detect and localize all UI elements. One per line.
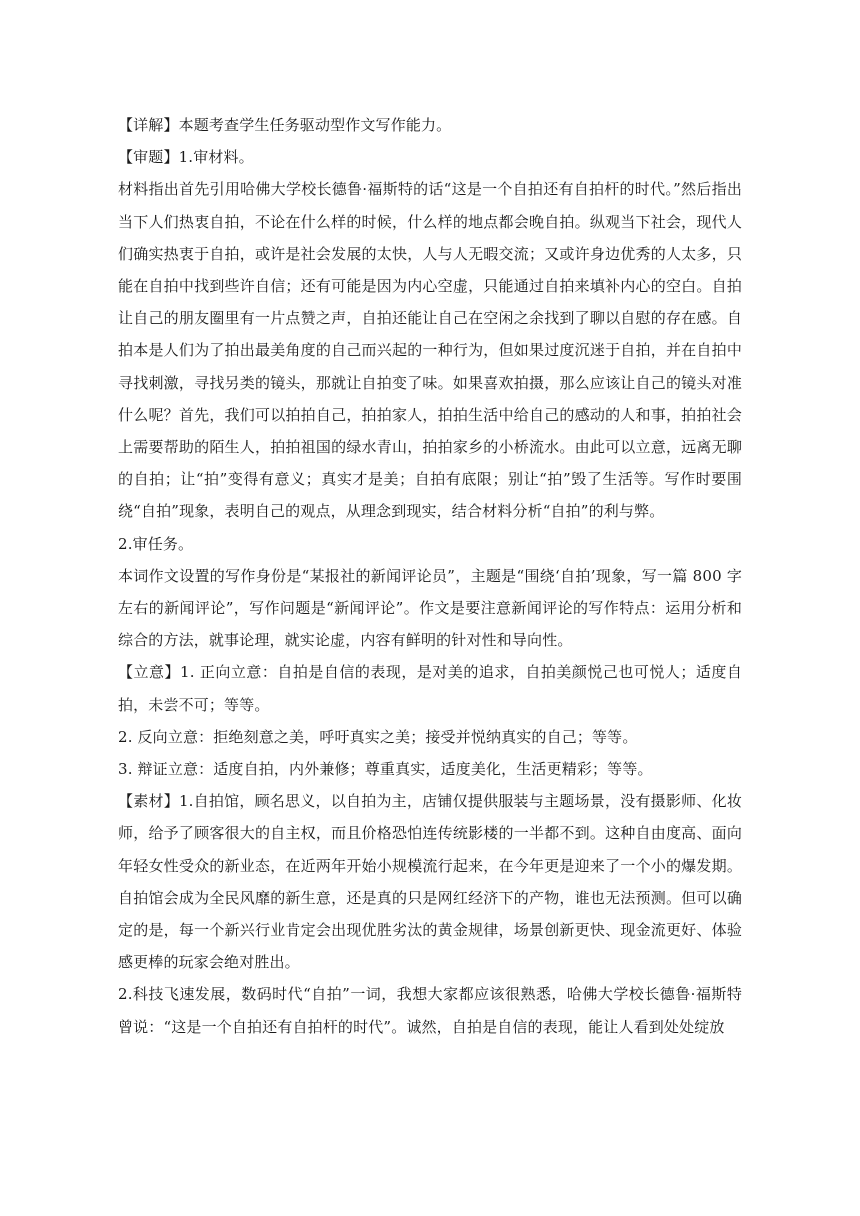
paragraph-material-2: 2.科技飞速发展，数码时代“自拍”一词，我想大家都应该很熟悉，哈佛大学校长德鲁·福斯特曾说：“这是一个自拍还有自拍杆的时代”。诚然，自拍是自信的表现，能让人看到处处绽放 — [118, 985, 742, 1036]
paragraph-thesis-dialectic: 3. 辩证立意：适度自拍，内外兼修；尊重真实，适度美化，生活更精彩；等等。 — [118, 760, 653, 779]
paragraph-material-1: 【素材】1.自拍馆，顾名思义，以自拍为主，店铺仅提供服装与主题场景，没有摄影师、化妆师，给予了顾客很大的自主权，而且价格恐怕连传统影楼的一半都不到。这种自由度高、面向年轻女性受众的新业态，在近两年开始小规模流行起来，在今年更是迎来了一个小的爆发期。自拍馆会成为全民风靡的新生意，还是真的只是网红经济下的产物，谁也无法预测。但可以确定的是，每一个新兴行业肯定会出现优胜劣汰的黄金规律，场景创新更快、现金流更好、体验感更棒的玩家会绝对胜出。 — [118, 792, 742, 972]
paragraph-material-analysis: 材料指出首先引用哈佛大学校长德鲁·福斯特的话“这是一个自拍还有自拍杆的时代。”然后指出当下人们热衷自拍，不论在什么样的时候，什么样的地点都会晚自拍。纵观当下社会，现代人们确实热衷于自拍，或许是社会发展的太快，人与人无暇交流；又或许身边优秀的人太多，只能在自拍中找到些许自信；还有可能是因为内心空虚，只能通过自拍来填补内心的空白。自拍让自己的朋友圈里有一片点赞之声，自拍还能让自己在空闲之余找到了聊以自慰的存在感。自拍本是人们为了拍出最美角度的自己而兴起的一种行为，但如果过度沉迷于自拍，并在自拍中寻找刺激，寻找另类的镜头，那就让自拍变了味。如果喜欢拍摄，那么应该让自己的镜头对准什么呢？首先，我们可以拍拍自己，拍拍家人，拍拍生活中给自己的感动的人和事，拍拍社会上需要帮助的陌生人，拍拍祖国的绿水青山，拍拍家乡的小桥流水。由此可以立意，远离无聊的自拍；让“拍”变得有意义；真实才是美；自拍有底限；别让“拍”毁了生活等。写作时要围绕“自拍”现象，表明自己的观点，从理念到现实，结合材料分析“自拍”的利与弊。 — [118, 180, 742, 521]
paragraph-thesis-negative: 2. 反向立意：拒绝刻意之美，呼吁真实之美；接受并悦纳真实的自己；等等。 — [118, 727, 638, 746]
paragraph-detail: 【详解】本题考查学生任务驱动型作文写作能力。 — [118, 116, 452, 134]
paragraph-thesis-positive: 【立意】1. 正向立意：自拍是自信的表现，是对美的追求，自拍美颜悦己也可悦人；适度自拍，未尝不可；等等。 — [118, 663, 742, 714]
paragraph-review-heading: 【审题】1.审材料。 — [118, 148, 254, 167]
paragraph-task-heading: 2.审任务。 — [118, 534, 194, 553]
paragraph-task-analysis: 本词作文设置的写作身份是“某报社的新闻评论员”，主题是“围绕‘自拍’现象，写一篇 800 字左右的新闻评论”，写作问题是“新闻评论”。作文是要注意新闻评论的写作特点：运用分析和综合的方法，就事论理，就实论虚，内容有鲜明的针对性和导向性。 — [118, 566, 742, 650]
